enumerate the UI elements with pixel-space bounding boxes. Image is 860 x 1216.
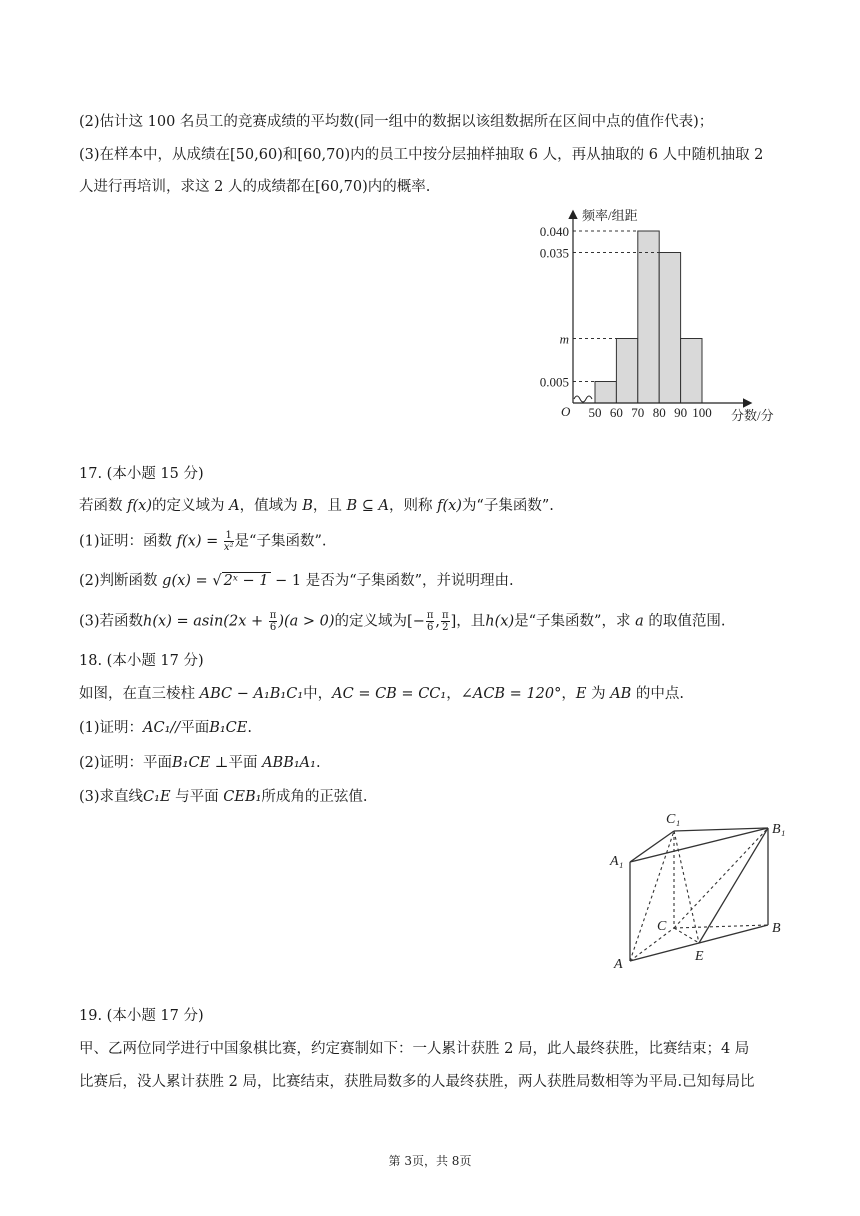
label-a1: A₁ bbox=[610, 854, 624, 869]
label-b1: B₁ bbox=[772, 822, 786, 837]
prism-figure bbox=[600, 805, 800, 975]
q17-header: 17. (本小题 15 分) bbox=[79, 466, 204, 482]
histogram-bar bbox=[638, 231, 659, 403]
x-tick-label: 50 bbox=[588, 405, 602, 420]
edge-cb1 bbox=[674, 828, 768, 928]
edge-eb1 bbox=[699, 828, 768, 943]
q18-part2: (2)证明：平面B₁CE ⊥平面 ABB₁A₁. bbox=[79, 755, 321, 771]
frequency-histogram bbox=[525, 200, 795, 430]
edge-ac bbox=[630, 928, 674, 961]
y-tick-label: 0.005 bbox=[539, 374, 569, 390]
x-tick-label: 90 bbox=[674, 405, 688, 420]
label-c: C bbox=[657, 919, 667, 934]
y-axis-label: 频率/组距 bbox=[582, 208, 638, 223]
page-footer: 第 3页，共 8页 bbox=[388, 1154, 472, 1168]
edge-a1b1 bbox=[630, 828, 768, 862]
edge-a1c1 bbox=[630, 831, 674, 862]
histogram-bar bbox=[659, 253, 680, 404]
q17-part2: (2)判断函数 g(x) = √ 2ˣ − 1 − 1 是否为“子集函数”，并说明理由. bbox=[79, 573, 514, 589]
q16-part2: (2)估计这 100 名员工的竞赛成绩的平均数(同一组中的数据以该组数据所在区间中点的值作代表)； bbox=[79, 114, 714, 130]
q19-line2: 比赛后，没人累计获胜 2 局，比赛结束，获胜局数多的人最终获胜，两人获胜局数相等为平局.已知每局比 bbox=[79, 1074, 755, 1090]
q18-part3: (3)求直线C₁E 与平面 CEB₁所成角的正弦值. bbox=[79, 789, 368, 805]
edge-cb bbox=[674, 925, 768, 928]
q16-part3-line2: 人进行再培训，求这 2 人的成绩都在[60,70)内的概率. bbox=[79, 179, 431, 195]
x-tick-label: 70 bbox=[631, 405, 645, 420]
y-tick-label: m bbox=[559, 331, 569, 347]
origin-label: O bbox=[561, 404, 571, 419]
y-tick-label: 0.035 bbox=[539, 245, 569, 261]
x-tick-label: 80 bbox=[652, 405, 666, 420]
q17-part3: (3)若函数h(x) = asin(2x + $\frac{\pi}{6}$ )(a > 0)的定义域为[− $\frac{\pi}{6}$ , $\frac{\pi}{2}$ ]，且h(x)是“子集函数”，求 a 的取值范围. bbox=[79, 610, 726, 633]
x-tick-label: 60 bbox=[609, 405, 623, 420]
q18-stem: 如图，在直三棱柱 ABC − A₁B₁C₁中，AC = CB = CC₁，∠ACB = 120°，E 为 AB 的中点. bbox=[79, 686, 685, 702]
label-b: B bbox=[772, 921, 781, 936]
edge-ce bbox=[674, 928, 699, 943]
edge-ac1 bbox=[630, 831, 674, 961]
label-a: A bbox=[614, 957, 623, 972]
q16-part3-line1: (3)在样本中，从成绩在[50,60)和[60,70)内的员工中按分层抽样抽取 6 人，再从抽取的 6 人中随机抽取 2 bbox=[79, 147, 764, 163]
q17-stem: 若函数 f(x)的定义域为 A，值域为 B，且 B ⊆ A，则称 f(x)为“子集函数”. bbox=[79, 498, 554, 514]
axis-break-icon bbox=[574, 396, 592, 402]
q18-part1: (1)证明：AC₁//平面B₁CE. bbox=[79, 720, 252, 736]
label-e: E bbox=[695, 949, 704, 964]
q19-line1: 甲、乙两位同学进行中国象棋比赛，约定赛制如下：一人累计获胜 2 局，此人最终获胜，比赛结束；4 局 bbox=[79, 1041, 750, 1057]
q18-header: 18. (本小题 17 分) bbox=[79, 653, 204, 669]
q19-header: 19. (本小题 17 分) bbox=[79, 1008, 204, 1024]
x-axis-label: 分数/分 bbox=[731, 408, 774, 423]
q17-part1: (1)证明：函数 f(x) = $\frac{1}{\text{x²}}$ 是“子集函数”. bbox=[79, 530, 327, 553]
x-tick-label: 100 bbox=[692, 405, 712, 420]
histogram-bar bbox=[595, 382, 616, 404]
edge-c1b1 bbox=[674, 828, 768, 831]
label-c1: C₁ bbox=[666, 812, 681, 827]
histogram-bar bbox=[616, 339, 637, 404]
y-tick-label: 0.040 bbox=[539, 224, 569, 239]
histogram-bar bbox=[681, 339, 702, 404]
